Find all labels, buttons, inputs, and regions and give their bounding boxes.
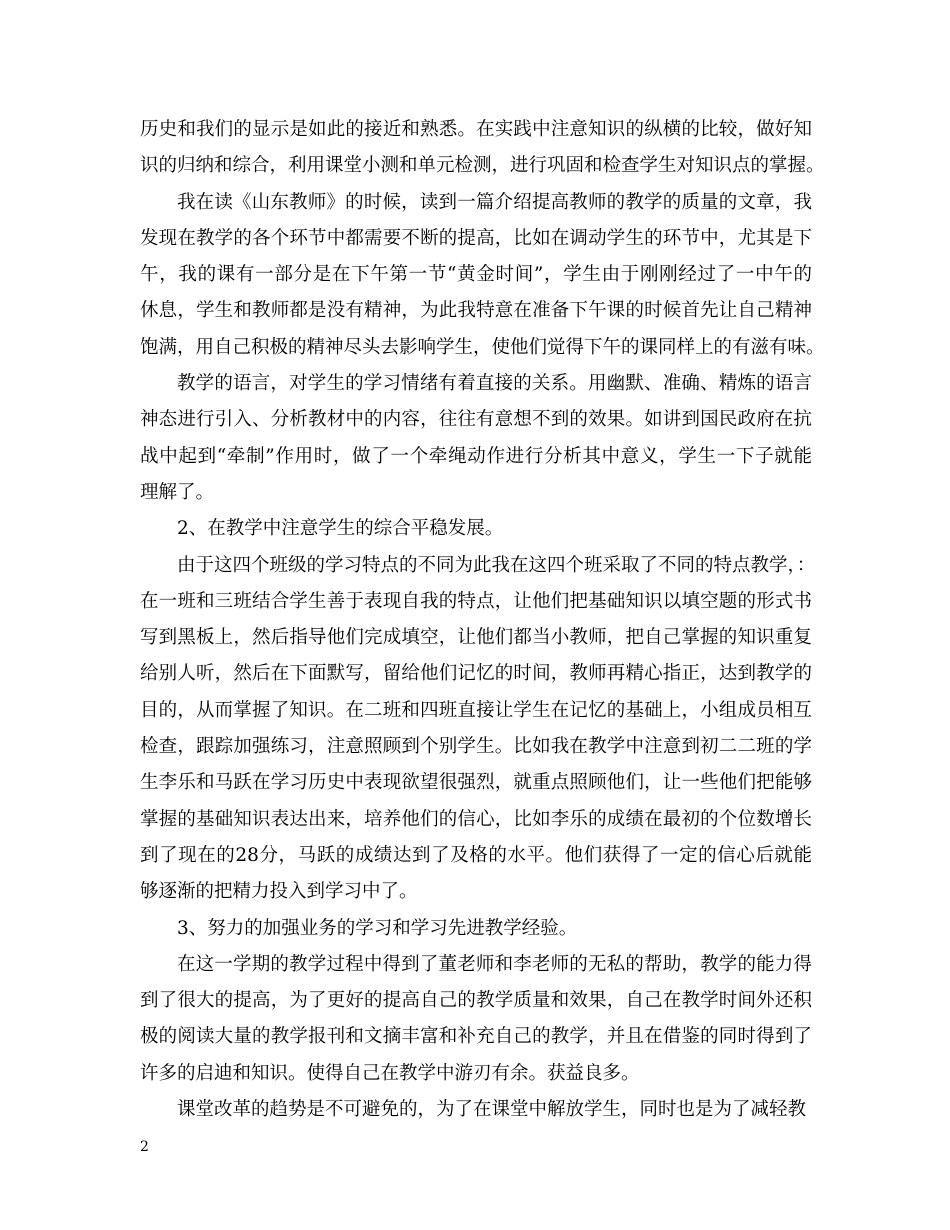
paragraph <box>140 511 812 547</box>
text-line: 到了现在的28分，马跃的成绩达到了及格的水平。他们获得了一定的信心后就能 <box>140 844 812 866</box>
text-line: 在这一学期的教学过程中得到了董老师和李老师的无私的帮助，教学的能力得 <box>177 953 812 975</box>
paragraph <box>140 366 812 511</box>
paragraph <box>140 112 825 185</box>
text-line: 午，我的课有一部分是在下午第一节“黄金时间”，学生由于刚刚经过了一中午的 <box>140 264 812 286</box>
text-line: 神态进行引入、分析教材中的内容，往往有意想不到的效果。如讲到国民政府在抗 <box>140 409 812 431</box>
text-line: 战中起到“牵制”作用时，做了一个牵绳动作进行分析其中意义，学生一下子就能 <box>140 445 812 467</box>
text-line: 3、努力的加强业务的学习和学习先进教学经验。 <box>177 917 578 939</box>
text-line: 够逐渐的把精力投入到学习中了。 <box>140 881 418 903</box>
text-line: 极的阅读大量的教学报刊和文摘丰富和补充自己的教学，并且在借鉴的同时得到了 <box>140 1026 812 1048</box>
text-line: 检查，跟踪加强练习，注意照顾到个别学生。比如我在教学中注意到初二二班的学 <box>140 736 812 758</box>
text-line: 掌握的基础知识表达出来，培养他们的信心，比如李乐的成绩在最初的个位数增长 <box>140 808 812 830</box>
text-line: 理解了。 <box>140 481 215 503</box>
text-line: 饱满，用自己积极的精神尽头去影响学生，使他们觉得下午的课同样上的有滋有味。 <box>140 336 825 358</box>
paragraph <box>140 911 812 947</box>
text-line: 识的归纳和综合，利用课堂小测和单元检测，进行巩固和检查学生对知识点的掌握。 <box>140 155 825 177</box>
text-line: 目的，从而掌握了知识。在二班和四班直接让学生在记忆的基础上，小组成员相互 <box>140 699 812 721</box>
text-line: 2、在教学中注意学生的综合平稳发展。 <box>177 518 504 540</box>
text-line: 教学的语言，对学生的学习情绪有着直接的关系。用幽默、准确、精炼的语言 <box>177 373 812 395</box>
text-line: 历史和我们的显示是如此的接近和熟悉。在实践中注意知识的纵横的比较，做好知 <box>140 119 812 140</box>
text-line: 许多的启迪和知识。使得自己在教学中游刃有余。获益良多。 <box>140 1062 640 1084</box>
page-number: 2 <box>140 1139 149 1155</box>
text-line: 写到黑板上，然后指导他们完成填空，让他们都当小教师，把自己掌握的知识重复 <box>140 627 812 649</box>
paragraph <box>140 1092 812 1128</box>
document-body <box>140 112 825 1128</box>
text-line: 发现在教学的各个环节中都需要不断的提高，比如在调动学生的环节中，尤其是下 <box>140 227 812 249</box>
text-line: 给别人听，然后在下面默写，留给他们记忆的时间，教师再精心指正，达到教学的 <box>140 663 812 685</box>
text-line: 课堂改革的趋势是不可避免的，为了在课堂中解放学生，同时也是为了减轻教 <box>177 1099 807 1121</box>
text-line: 在一班和三班结合学生善于表现自我的特点，让他们把基础知识以填空题的形式书 <box>140 590 812 612</box>
paragraph <box>140 947 812 1092</box>
paragraph <box>140 548 816 911</box>
text-line: 到了很大的提高，为了更好的提高自己的教学质量和效果，自己在教学时间外还积 <box>140 990 812 1012</box>
text-line: 由于这四个班级的学习特点的不同为此我在这四个班采取了不同的特点教学，： <box>177 554 816 576</box>
paragraph <box>140 185 825 366</box>
text-line: 休息，学生和教师都是没有精神，为此我特意在准备下午课的时候首先让自己精神 <box>140 300 812 322</box>
text-line: 生李乐和马跃在学习历史中表现欲望很强烈，就重点照顾他们，让一些他们把能够 <box>140 772 812 794</box>
text-line: 我在读《山东教师》的时候，读到一篇介绍提高教师的教学的质量的文章，我 <box>177 191 812 213</box>
